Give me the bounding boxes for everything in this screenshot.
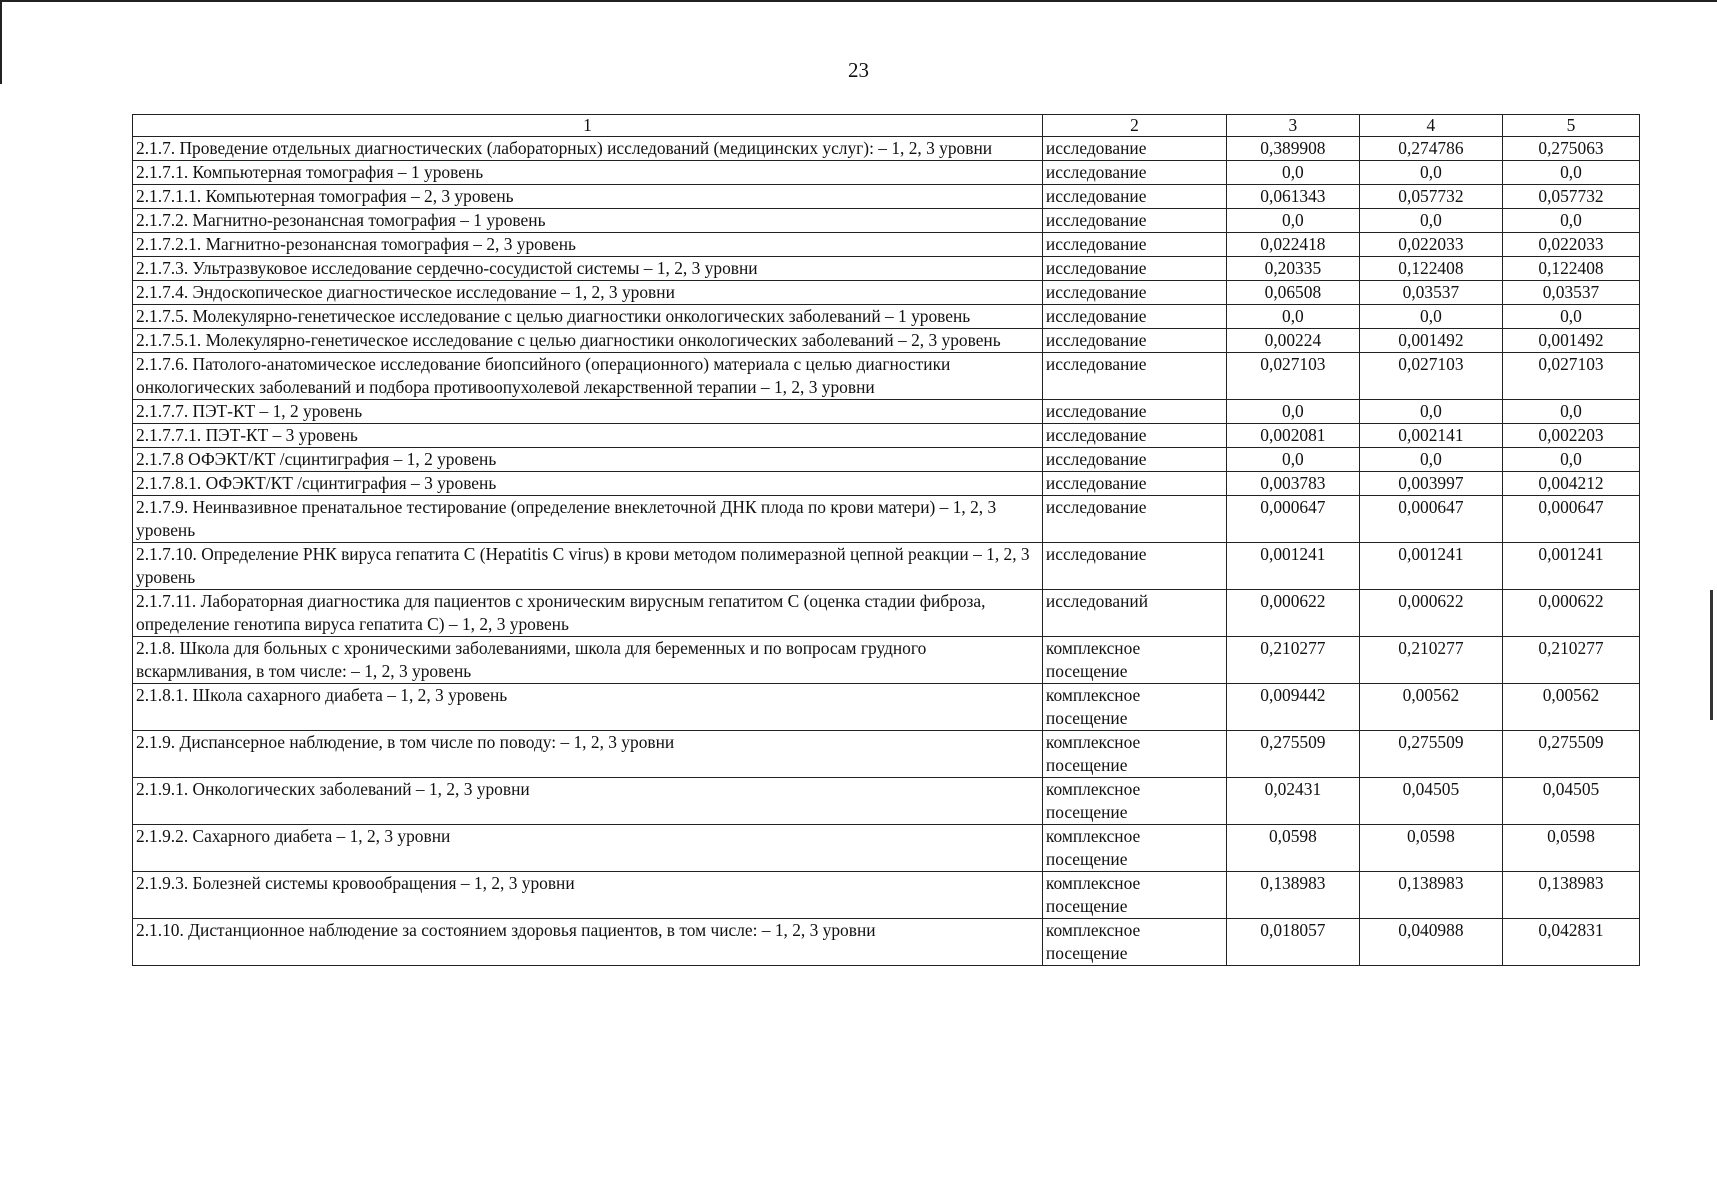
row-value-col-4: 0,0 bbox=[1359, 161, 1502, 185]
row-value-col-3: 0,275509 bbox=[1226, 731, 1359, 778]
table-row bbox=[133, 731, 1640, 778]
row-value-col-3: 0,0 bbox=[1226, 400, 1359, 424]
row-value-col-4: 0,0 bbox=[1359, 305, 1502, 329]
row-name-cell: 2.1.7.8.1. ОФЭКТ/КТ /сцинтиграфия – 3 уровень bbox=[133, 472, 1043, 496]
row-value-col-4: 0,03537 bbox=[1359, 281, 1502, 305]
row-value-col-5: 0,027103 bbox=[1502, 353, 1639, 400]
row-value-col-4: 0,04505 bbox=[1359, 778, 1502, 825]
row-value-col-4: 0,0598 bbox=[1359, 825, 1502, 872]
row-value-col-3: 0,018057 bbox=[1226, 919, 1359, 966]
row-value-col-4: 0,027103 bbox=[1359, 353, 1502, 400]
header-col-5: 5 bbox=[1502, 115, 1639, 137]
row-unit-cell: исследование bbox=[1042, 185, 1226, 209]
row-unit-cell: исследование bbox=[1042, 400, 1226, 424]
row-value-col-5: 0,00562 bbox=[1502, 684, 1639, 731]
row-value-col-4: 0,00562 bbox=[1359, 684, 1502, 731]
table-header-row bbox=[133, 115, 1640, 137]
row-name-cell: 2.1.9.2. Сахарного диабета – 1, 2, 3 уровни bbox=[133, 825, 1043, 872]
row-value-col-5: 0,057732 bbox=[1502, 185, 1639, 209]
row-value-col-5: 0,042831 bbox=[1502, 919, 1639, 966]
row-name-cell: 2.1.9.3. Болезней системы кровообращения – 1, 2, 3 уровни bbox=[133, 872, 1043, 919]
row-unit-cell: исследование bbox=[1042, 233, 1226, 257]
row-name-cell: 2.1.7.2. Магнитно-резонансная томография – 1 уровень bbox=[133, 209, 1043, 233]
row-unit-cell: комплексное посещение bbox=[1042, 637, 1226, 684]
row-name-cell: 2.1.7.1.1. Компьютерная томография – 2, 3 уровень bbox=[133, 185, 1043, 209]
row-value-col-5: 0,000647 bbox=[1502, 496, 1639, 543]
row-unit-cell: комплексное посещение bbox=[1042, 825, 1226, 872]
row-value-col-4: 0,022033 bbox=[1359, 233, 1502, 257]
row-value-col-3: 0,389908 bbox=[1226, 137, 1359, 161]
row-value-col-4: 0,275509 bbox=[1359, 731, 1502, 778]
row-unit-cell: исследование bbox=[1042, 137, 1226, 161]
row-value-col-3: 0,06508 bbox=[1226, 281, 1359, 305]
table-row bbox=[133, 137, 1640, 161]
row-name-cell: 2.1.7.7.1. ПЭТ-КТ – 3 уровень bbox=[133, 424, 1043, 448]
row-value-col-3: 0,0598 bbox=[1226, 825, 1359, 872]
scan-border-top bbox=[0, 0, 1717, 2]
row-name-cell: 2.1.7.8 ОФЭКТ/КТ /сцинтиграфия – 1, 2 уровень bbox=[133, 448, 1043, 472]
row-value-col-5: 0,04505 bbox=[1502, 778, 1639, 825]
row-name-cell: 2.1.9. Диспансерное наблюдение, в том числе по поводу: – 1, 2, 3 уровни bbox=[133, 731, 1043, 778]
table-row bbox=[133, 543, 1640, 590]
table-row bbox=[133, 400, 1640, 424]
row-value-col-4: 0,122408 bbox=[1359, 257, 1502, 281]
page-number: 23 bbox=[848, 58, 869, 82]
header-col-3: 3 bbox=[1226, 115, 1359, 137]
row-value-col-3: 0,001241 bbox=[1226, 543, 1359, 590]
row-value-col-4: 0,000622 bbox=[1359, 590, 1502, 637]
row-value-col-5: 0,004212 bbox=[1502, 472, 1639, 496]
table-row bbox=[133, 353, 1640, 400]
row-value-col-5: 0,03537 bbox=[1502, 281, 1639, 305]
row-name-cell: 2.1.10. Дистанционное наблюдение за состоянием здоровья пациентов, в том числе: – 1, 2, 3 уровни bbox=[133, 919, 1043, 966]
row-name-cell: 2.1.7.2.1. Магнитно-резонансная томография – 2, 3 уровень bbox=[133, 233, 1043, 257]
row-value-col-5: 0,138983 bbox=[1502, 872, 1639, 919]
table-row bbox=[133, 590, 1640, 637]
row-unit-cell: исследование bbox=[1042, 496, 1226, 543]
row-value-col-3: 0,00224 bbox=[1226, 329, 1359, 353]
table-row bbox=[133, 496, 1640, 543]
row-value-col-3: 0,009442 bbox=[1226, 684, 1359, 731]
row-value-col-5: 0,210277 bbox=[1502, 637, 1639, 684]
row-name-cell: 2.1.7.5. Молекулярно-генетическое исследование с целью диагностики онкологических заболеваний – 1 уровень bbox=[133, 305, 1043, 329]
row-unit-cell: исследование bbox=[1042, 543, 1226, 590]
row-value-col-5: 0,275063 bbox=[1502, 137, 1639, 161]
table-row bbox=[133, 161, 1640, 185]
row-value-col-3: 0,000647 bbox=[1226, 496, 1359, 543]
table-row bbox=[133, 825, 1640, 872]
table-row bbox=[133, 281, 1640, 305]
row-value-col-4: 0,274786 bbox=[1359, 137, 1502, 161]
row-value-col-5: 0,000622 bbox=[1502, 590, 1639, 637]
row-value-col-3: 0,138983 bbox=[1226, 872, 1359, 919]
row-value-col-5: 0,0 bbox=[1502, 161, 1639, 185]
row-value-col-5: 0,0 bbox=[1502, 448, 1639, 472]
row-value-col-3: 0,000622 bbox=[1226, 590, 1359, 637]
row-value-col-3: 0,210277 bbox=[1226, 637, 1359, 684]
row-unit-cell: исследование bbox=[1042, 448, 1226, 472]
row-name-cell: 2.1.7.5.1. Молекулярно-генетическое исследование с целью диагностики онкологических заболеваний – 2, 3 уровень bbox=[133, 329, 1043, 353]
row-name-cell: 2.1.7.6. Патолого-анатомическое исследование биопсийного (операционного) материала с целью диагностики онкологических заболеваний и подбора противоопухолевой лекарственной терапии – 1, 2, 3 уровни bbox=[133, 353, 1043, 400]
row-unit-cell: исследование bbox=[1042, 329, 1226, 353]
row-value-col-4: 0,0 bbox=[1359, 209, 1502, 233]
row-value-col-4: 0,210277 bbox=[1359, 637, 1502, 684]
row-value-col-4: 0,001492 bbox=[1359, 329, 1502, 353]
row-value-col-5: 0,122408 bbox=[1502, 257, 1639, 281]
table-row bbox=[133, 233, 1640, 257]
table-row bbox=[133, 209, 1640, 233]
row-unit-cell: исследование bbox=[1042, 281, 1226, 305]
row-name-cell: 2.1.8. Школа для больных с хроническими заболеваниями, школа для беременных и по вопросам грудного вскармливания, в том числе: – 1, 2, 3 уровень bbox=[133, 637, 1043, 684]
row-value-col-3: 0,003783 bbox=[1226, 472, 1359, 496]
row-value-col-5: 0,002203 bbox=[1502, 424, 1639, 448]
row-value-col-3: 0,022418 bbox=[1226, 233, 1359, 257]
row-unit-cell: исследование bbox=[1042, 353, 1226, 400]
row-value-col-3: 0,0 bbox=[1226, 209, 1359, 233]
row-value-col-3: 0,002081 bbox=[1226, 424, 1359, 448]
row-name-cell: 2.1.9.1. Онкологических заболеваний – 1, 2, 3 уровни bbox=[133, 778, 1043, 825]
row-value-col-5: 0,0 bbox=[1502, 209, 1639, 233]
row-name-cell: 2.1.7. Проведение отдельных диагностических (лабораторных) исследований (медицинских услуг): – 1, 2, 3 уровни bbox=[133, 137, 1043, 161]
row-value-col-4: 0,003997 bbox=[1359, 472, 1502, 496]
row-name-cell: 2.1.7.3. Ультразвуковое исследование сердечно-сосудистой системы – 1, 2, 3 уровни bbox=[133, 257, 1043, 281]
scan-border-right bbox=[1710, 590, 1713, 720]
row-value-col-3: 0,0 bbox=[1226, 448, 1359, 472]
row-value-col-4: 0,040988 bbox=[1359, 919, 1502, 966]
row-unit-cell: исследование bbox=[1042, 472, 1226, 496]
row-name-cell: 2.1.7.11. Лабораторная диагностика для пациентов с хроническим вирусным гепатитом С (оценка стадии фиброза, определение генотипа вируса гепатита С) – 1, 2, 3 уровень bbox=[133, 590, 1043, 637]
row-value-col-3: 0,0 bbox=[1226, 305, 1359, 329]
row-unit-cell: исследование bbox=[1042, 257, 1226, 281]
row-value-col-3: 0,02431 bbox=[1226, 778, 1359, 825]
row-value-col-4: 0,0 bbox=[1359, 400, 1502, 424]
table-row bbox=[133, 778, 1640, 825]
table-row bbox=[133, 424, 1640, 448]
row-value-col-4: 0,057732 bbox=[1359, 185, 1502, 209]
row-unit-cell: исследование bbox=[1042, 209, 1226, 233]
table-row bbox=[133, 185, 1640, 209]
row-name-cell: 2.1.7.9. Неинвазивное пренатальное тестирование (определение внеклеточной ДНК плода по крови матери) – 1, 2, 3 уровень bbox=[133, 496, 1043, 543]
table-row bbox=[133, 637, 1640, 684]
row-value-col-5: 0,0 bbox=[1502, 400, 1639, 424]
row-name-cell: 2.1.7.7. ПЭТ-КТ – 1, 2 уровень bbox=[133, 400, 1043, 424]
row-value-col-5: 0,275509 bbox=[1502, 731, 1639, 778]
row-unit-cell: комплексное посещение bbox=[1042, 778, 1226, 825]
row-value-col-5: 0,022033 bbox=[1502, 233, 1639, 257]
row-name-cell: 2.1.7.10. Определение РНК вируса гепатита С (Hepatitis C virus) в крови методом полимеразной цепной реакции – 1, 2, 3 уровень bbox=[133, 543, 1043, 590]
row-unit-cell: комплексное посещение bbox=[1042, 919, 1226, 966]
row-unit-cell: комплексное посещение bbox=[1042, 872, 1226, 919]
row-value-col-5: 0,001241 bbox=[1502, 543, 1639, 590]
table-row bbox=[133, 684, 1640, 731]
row-unit-cell: комплексное посещение bbox=[1042, 731, 1226, 778]
table-row bbox=[133, 305, 1640, 329]
table-row bbox=[133, 257, 1640, 281]
table-row bbox=[133, 472, 1640, 496]
row-value-col-5: 0,0 bbox=[1502, 305, 1639, 329]
row-value-col-3: 0,20335 bbox=[1226, 257, 1359, 281]
row-value-col-5: 0,0598 bbox=[1502, 825, 1639, 872]
row-name-cell: 2.1.8.1. Школа сахарного диабета – 1, 2, 3 уровень bbox=[133, 684, 1043, 731]
row-name-cell: 2.1.7.4. Эндоскопическое диагностическое исследование – 1, 2, 3 уровни bbox=[133, 281, 1043, 305]
table-row bbox=[133, 919, 1640, 966]
row-unit-cell: комплексное посещение bbox=[1042, 684, 1226, 731]
row-value-col-4: 0,001241 bbox=[1359, 543, 1502, 590]
header-col-2: 2 bbox=[1042, 115, 1226, 137]
row-name-cell: 2.1.7.1. Компьютерная томография – 1 уровень bbox=[133, 161, 1043, 185]
row-value-col-5: 0,001492 bbox=[1502, 329, 1639, 353]
row-value-col-3: 0,027103 bbox=[1226, 353, 1359, 400]
table-row bbox=[133, 329, 1640, 353]
data-table bbox=[132, 114, 1640, 966]
row-value-col-3: 0,0 bbox=[1226, 161, 1359, 185]
row-value-col-3: 0,061343 bbox=[1226, 185, 1359, 209]
row-unit-cell: исследование bbox=[1042, 424, 1226, 448]
row-value-col-4: 0,002141 bbox=[1359, 424, 1502, 448]
table-row bbox=[133, 872, 1640, 919]
header-col-4: 4 bbox=[1359, 115, 1502, 137]
header-col-1: 1 bbox=[133, 115, 1043, 137]
row-unit-cell: исследований bbox=[1042, 590, 1226, 637]
row-value-col-4: 0,0 bbox=[1359, 448, 1502, 472]
row-value-col-4: 0,138983 bbox=[1359, 872, 1502, 919]
row-unit-cell: исследование bbox=[1042, 305, 1226, 329]
row-value-col-4: 0,000647 bbox=[1359, 496, 1502, 543]
table-row bbox=[133, 448, 1640, 472]
row-unit-cell: исследование bbox=[1042, 161, 1226, 185]
